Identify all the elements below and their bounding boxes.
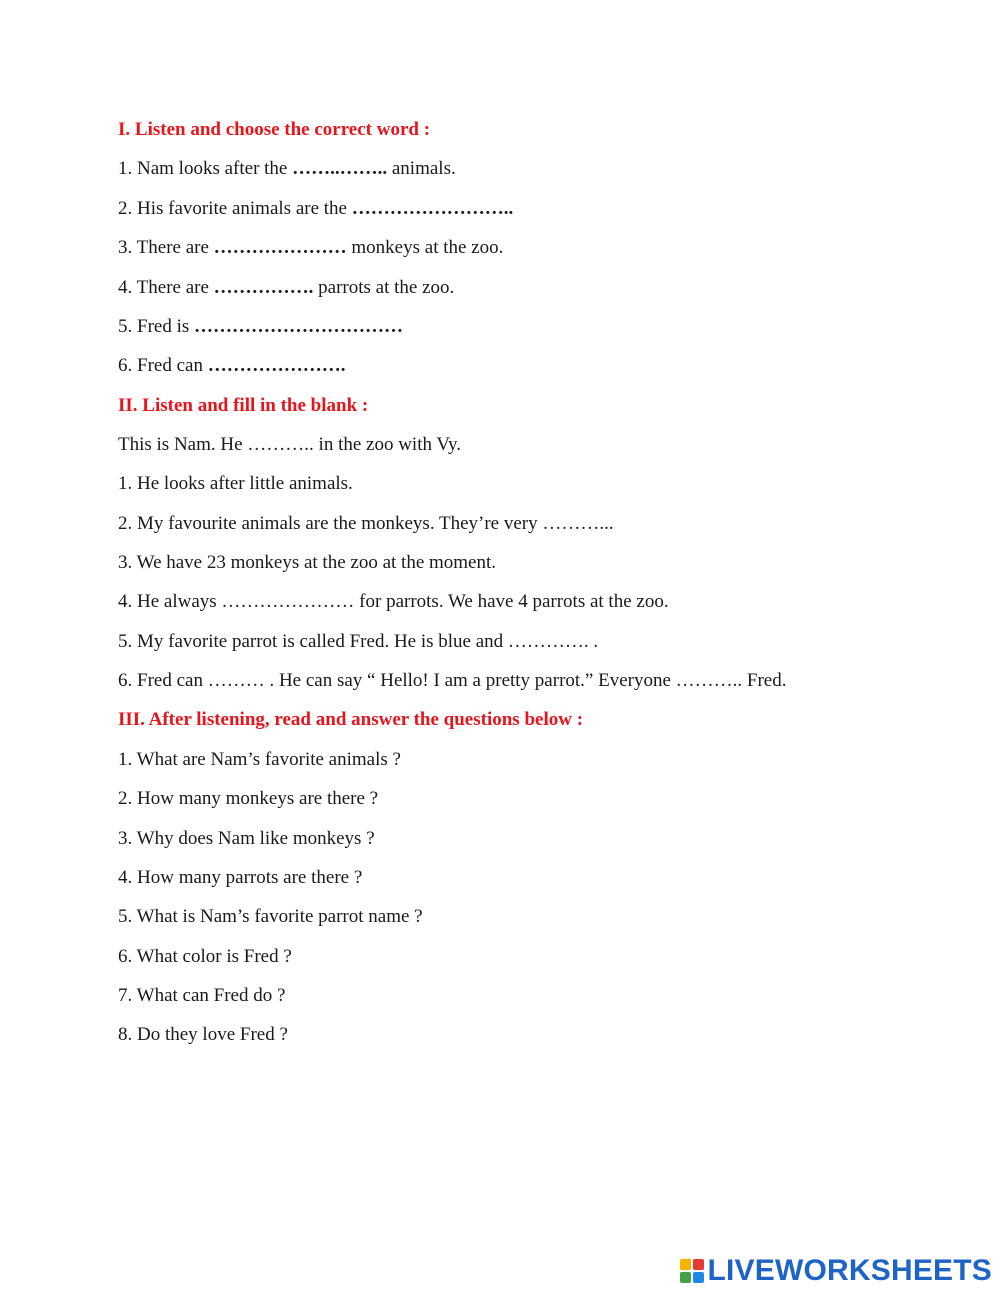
question-item: 1. What are Nam’s favorite animals ? xyxy=(118,749,401,770)
section-1-heading: I. Listen and choose the correct word : xyxy=(118,119,431,140)
section-1-item: 1. Nam looks after the ……..…….. animals. xyxy=(118,158,456,179)
question-item: 8. Do they love Fred ? xyxy=(118,1024,288,1045)
section-2-heading: II. Listen and fill in the blank : xyxy=(118,395,369,416)
question-item: 2. How many monkeys are there ? xyxy=(118,788,379,809)
section-1-item: 2. His favorite animals are the …………………….. xyxy=(118,198,514,219)
question-item: 3. Why does Nam like monkeys ? xyxy=(118,828,375,849)
section-2-line: This is Nam. He ……….. in the zoo with Vy. xyxy=(118,434,462,455)
section-2-line: 6. Fred can ……… . He can say “ Hello! I am a pretty parrot.” Everyone ……….. Fred. xyxy=(118,670,787,691)
section-2-line: 1. He looks after little animals. xyxy=(118,473,353,494)
question-item: 7. What can Fred do ? xyxy=(118,985,286,1006)
question-item: 4. How many parrots are there ? xyxy=(118,867,363,888)
section-2-line: 4. He always ………………… for parrots. We have 4 parrots at the zoo. xyxy=(118,591,669,612)
liveworksheets-logo[interactable] xyxy=(680,1254,993,1288)
section-2-line: 2. My favourite animals are the monkeys. They’re very ………... xyxy=(118,513,614,534)
logo-blocks-icon xyxy=(680,1259,704,1283)
section-2-line: 5. My favorite parrot is called Fred. He is blue and …………. . xyxy=(118,631,599,652)
section-1-item: 4. There are ……………. parrots at the zoo. xyxy=(118,277,455,298)
section-3-heading: III. After listening, read and answer the questions below : xyxy=(118,709,584,730)
section-1-item: 6. Fred can …………………. xyxy=(118,355,346,376)
answer-blank[interactable]: …………………………… xyxy=(194,316,403,337)
logo-text: LIVEWORKSHEETS xyxy=(707,1254,992,1287)
answer-blank[interactable]: …………………. xyxy=(207,355,346,376)
question-item: 6. What color is Fred ? xyxy=(118,946,292,967)
section-1-item: 5. Fred is …………………………… xyxy=(118,316,403,337)
answer-blank[interactable]: …………………….. xyxy=(351,198,514,219)
answer-blank[interactable]: ……..…….. xyxy=(292,158,392,179)
answer-blank[interactable]: ……………. xyxy=(213,277,319,298)
answer-blank[interactable]: ………………… xyxy=(213,237,352,258)
section-2-line: 3. We have 23 monkeys at the zoo at the moment. xyxy=(118,552,497,573)
section-1-item: 3. There are ………………… monkeys at the zoo. xyxy=(118,237,504,258)
question-item: 5. What is Nam’s favorite parrot name ? xyxy=(118,906,423,927)
